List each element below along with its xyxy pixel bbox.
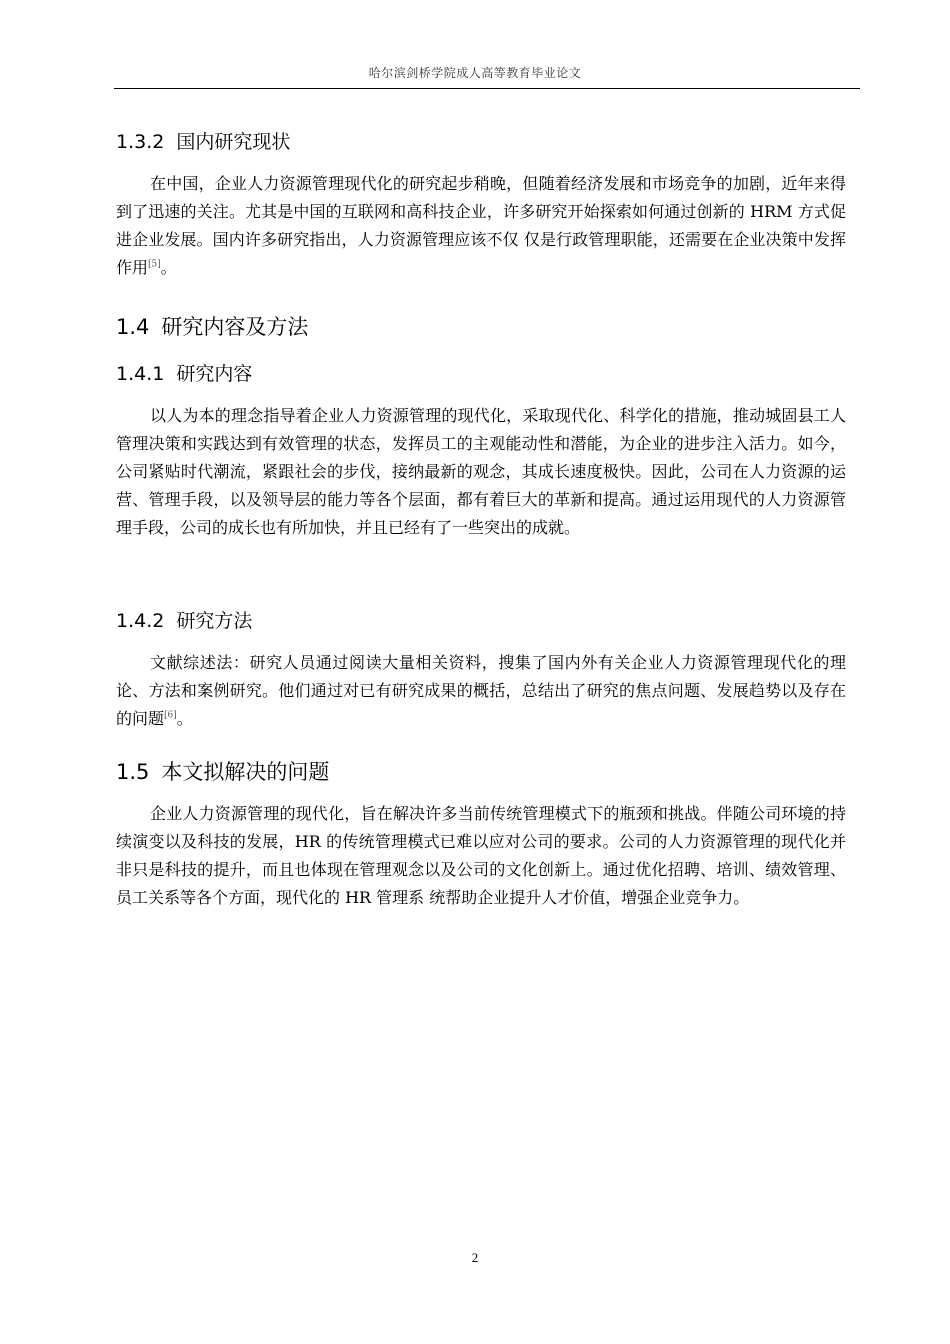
page-number: 2 [471, 1250, 479, 1265]
heading-1-3-2 [116, 127, 290, 154]
section-title: 本文拟解决的问题 [161, 760, 330, 784]
paragraph-problems-to-solve [116, 800, 846, 912]
paragraph-domestic-research [116, 170, 846, 282]
section-number: 1.3.2 [116, 131, 165, 153]
citation-ref[interactable]: [5] [148, 259, 161, 270]
section-title: 研究内容及方法 [161, 315, 309, 339]
header-divider [114, 88, 860, 89]
heading-1-5 [116, 756, 329, 786]
paragraph-research-method [116, 649, 846, 733]
heading-1-4-1 [116, 359, 252, 386]
paragraph-end: 。 [160, 258, 177, 277]
paragraph-research-content [116, 402, 846, 542]
running-header: 哈尔滨剑桥学院成人高等教育毕业论文 [368, 66, 582, 80]
paragraph-text: 在中国，企业人力资源管理现代化的研究起步稍晚，但随着经济发展和市场竞争的加剧，近年来得到了迅速的关注。尤其是中国的互联网和高科技企业，许多研究开始探索如何通过创新的 HRM 方式促进企业发展。国内许多研究指出，人力资源管理应该不仅 仅是行政管理职能，还需要在企业决策中发挥作用 [116, 174, 846, 277]
paragraph-text: 文献综述法：研究人员通过阅读大量相关资料，搜集了国内外有关企业人力资源管理现代化的理论、方法和案例研究。他们通过对已有研究成果的概括，总结出了研究的焦点问题、发展趋势以及存在的问题 [116, 653, 846, 728]
section-title: 研究方法 [176, 610, 253, 632]
section-title: 国内研究现状 [176, 131, 291, 153]
section-number: 1.4.2 [116, 610, 165, 632]
paragraph-text: 企业人力资源管理的现代化，旨在解决许多当前传统管理模式下的瓶颈和挑战。伴随公司环境的持续演变以及科技的发展，HR 的传统管理模式已难以应对公司的要求。公司的人力资源管理的现代化并非只是科技的提升，而且也体现在管理观念以及公司的文化创新上。通过优化招聘、培训、绩效管理、员工关系等各个方面，现代化的 HR 管理系 统帮助企业提升人才价值，增强企业竞争力。 [116, 804, 846, 907]
section-number: 1.4.1 [116, 363, 165, 385]
citation-ref[interactable]: [6] [164, 710, 177, 721]
section-title: 研究内容 [176, 363, 253, 385]
heading-1-4 [116, 311, 308, 341]
section-number: 1.5 [116, 760, 150, 784]
heading-1-4-2 [116, 606, 252, 633]
paragraph-end: 。 [176, 709, 193, 728]
paragraph-text: 以人为本的理念指导着企业人力资源管理的现代化，采取现代化、科学化的措施，推动城固县工人管理决策和实践达到有效管理的状态，发挥员工的主观能动性和潜能，为企业的进步注入活力。如今，公司紧贴时代潮流，紧跟社会的步伐，接纳最新的观念，其成长速度极快。因此，公司在人力资源的运营、管理手段，以及领导层的能力等各个层面，都有着巨大的革新和提高。通过运用现代的人力资源管理手段，公司的成长也有所加快，并且已经有了一些突出的成就。 [116, 406, 846, 537]
section-number: 1.4 [116, 315, 150, 339]
